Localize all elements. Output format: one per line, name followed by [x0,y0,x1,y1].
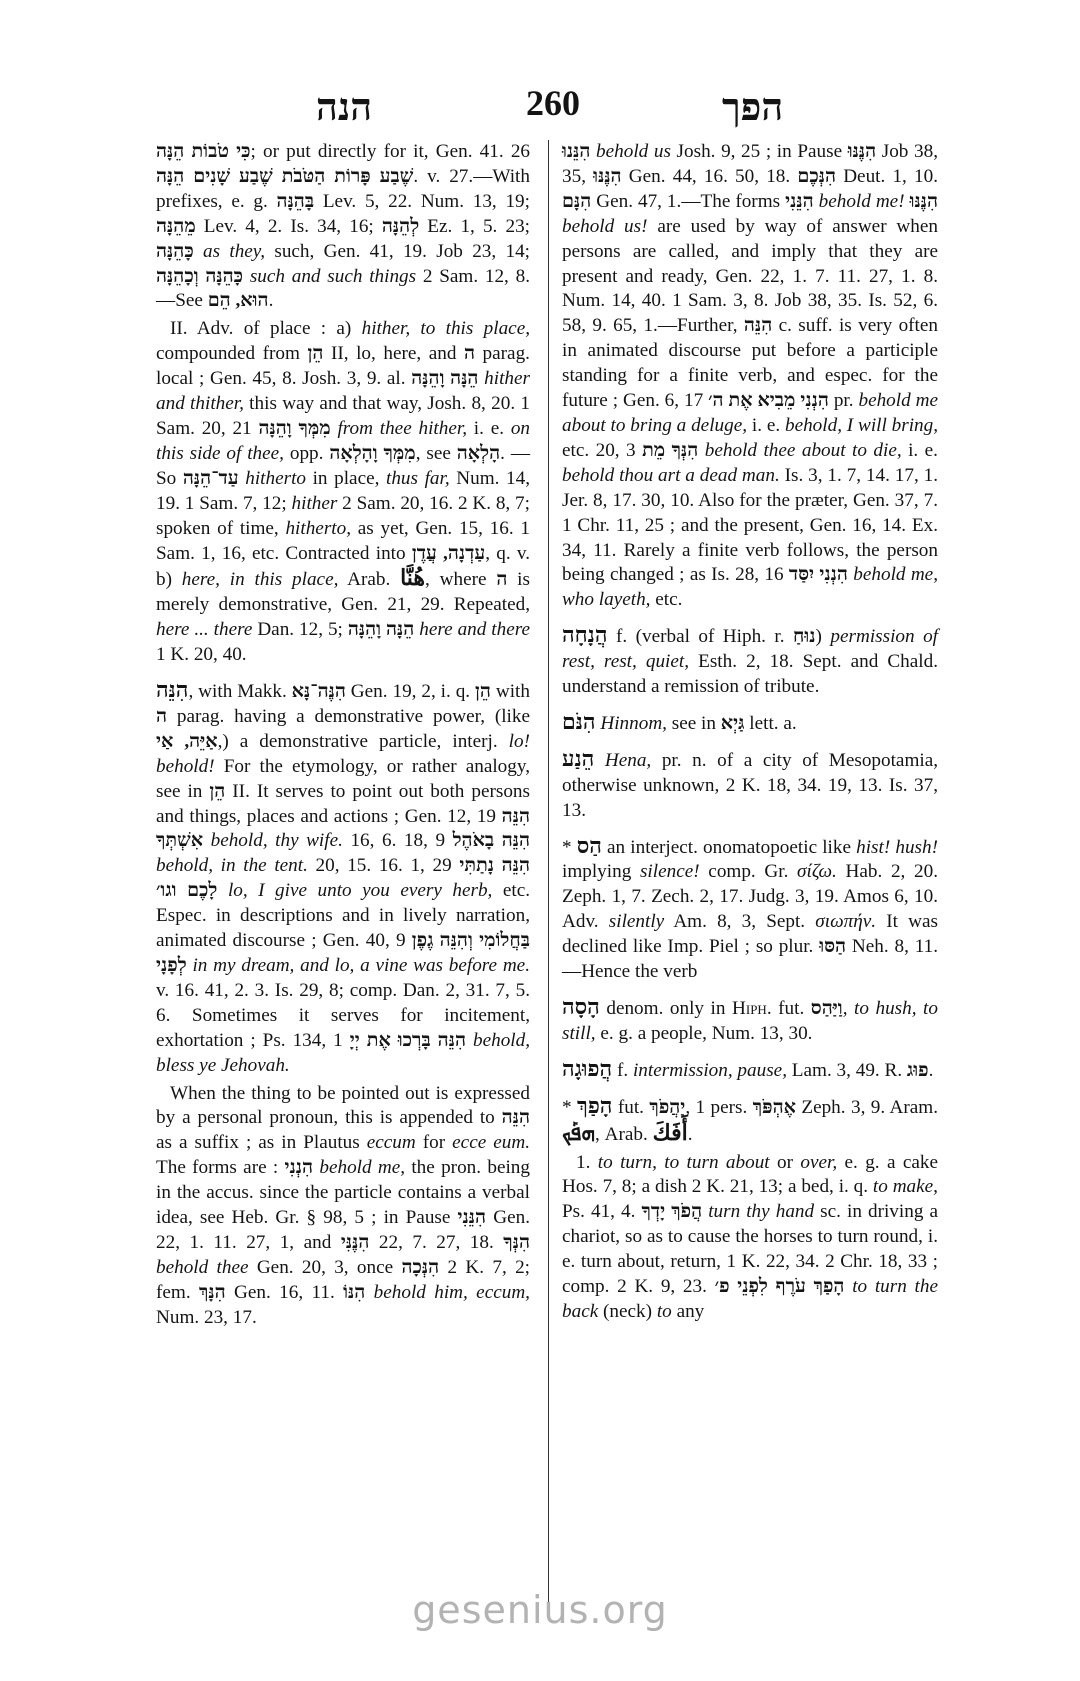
suffix-forms: When the thing to be pointed out is expressed by a personal pronoun, this is appended to הִנֵּה as a suffix ; as in Plautus eccum for ecce eum. The forms are : הִנְנִי behold me, the pron. being in the accus. since the particle contains a verbal idea, see Heb. Gr. § 98, 5 ; in Pause הִנֵּנִי Gen. 22, 1. 11. 27, 1, and הִנֶּנִּי 22, 7. 27, 18. הִנְּךָ behold thee Gen. 20, 3, once הִנְּכָה 2 K. 7, 2; fem. הִנָּךְ Gen. 16, 11. הִנּוֹ behold him, eccum, Num. 23, 17. [156,1082,530,1328]
headword: הָסָה [562,994,600,1019]
sense-to-turn: 1. to turn, to turn about or over, e. g. a cake Hos. 7, 8; a dish 2 K. 21, 13; a bed, i. q. to make, Ps. 41, 4. הֲפֹךְ יָדְךָ turn thy hand sc. in driving a chariot, so as to cause the horses to turn round, i. e. turn about, return, 1 K. 22, 34. 2 Chr. 18, 33 ; comp. 2 K. 9, 23. הָפַךְ עֹרֶף לִפְנֵי פ׳ to turn the back (neck) to any [562,1151,939,1322]
site-watermark: gesenius.org [412,1588,668,1632]
column-divider [548,140,549,1610]
headword: הִנֵּה [156,677,189,703]
left-column [156,140,530,1331]
left-running-head: הנה [316,87,373,129]
entry-continuation: כִּי טֹבוֹת הֵנָּה; or put directly for it, Gen. 41. 26 שֶׁבַע פָּרוֹת הַטֹּבֹת שֶׁבַע שָׁנִים הֵנָּה. v. 27.—With prefixes, e. g. בָּהֵנָּה Lev. 5, 22. Num. 13, 19; מֵהֵנָּה Lev. 4, 2. Is. 34, 16; לְהֵנָּה Ez. 1, 5. 23; כָּהֵנָּה as they, such, Gen. 41, 19. Job 23, 14; כָּהֵנָּה וְכָהֵנָּה such and such things 2 Sam. 12, 8.—See הוּא, הֵם. [156,141,531,312]
right-running-head: הפך [722,87,784,129]
headword: הַס [576,832,602,858]
right-column [562,140,938,1325]
entry-hena: הֵנַע Hena, pr. n. of a city of Mesopotamia, otherwise unknown, 2 K. 18, 34. 19, 13. Is. 37, 13. [562,745,939,821]
root-star: * [562,1096,578,1118]
headword: הֲנָחָה [562,622,608,648]
entry-hasah: הָסָה denom. only in Hiph. fut. וַיַּהַס, to hush, to still, e. g. a people, Num. 13, 30. [562,994,938,1044]
entry-hinnom: הִנֹּם Hinnom, see in גַּיְא lett. a. [562,708,797,734]
headword: הִנֹּם [562,708,596,734]
entry-hinneh: הִנֵּה, with Makk. הִנֶּה־נָּא Gen. 19, 2, i. q. הֵן with ה parag. having a demonstrative power, (like אַיֵּה, אַי,) a demonstrative particle, interj. lo! behold! For the etymology, or rather analogy, see in הֵן II. It serves to point out both persons and things, places and actions ; Gen. 12, 19 הִנֵּה אִשְׁתְּךָ behold, thy wife. 16, 6. 18, 9 הִנֵּה בָאֹהֶל behold, in the tent. 20, 15. 16. 1, 29 הִנֵּה נָתַתִּי לָכֶם וגו׳ lo, I give unto you every herb, etc. Espec. in descriptions and in lively narration, animated discourse ; Gen. 40, 9 בַּחֲלוֹמִי וְהִנֵּה גֶפֶן לְפָנָי in my dream, and lo, a vine was before me. v. 16. 41, 2. 3. Is. 29, 8; comp. Dan. 2, 31. 7, 5. 6. Sometimes it serves for incitement, exhortation ; Ps. 134, 1 הִנֵּה בָּרְכוּ אֶת יְיָ behold, bless ye Jehovah. [156,677,531,1076]
entry-hafugah: הֲפוּגָה f. intermission, pause, Lam. 3, 49. R. פוּג. [562,1055,934,1081]
headword: הָפַךְ [577,1092,613,1118]
headword: הֵנַע [562,745,595,771]
entry-has: * הַס an interject. onomatopoetic like hist! hush! implying silence! comp. Gr. σίζω. Hab. 2, 20. Zeph. 1, 7. Zech. 2, 17. Judg. 3, 19. Amos 6, 10. Adv. silently Am. 8, 3, Sept. σιωπήν. It was declined like Imp. Piel ; so plur. הַסּוּ Neh. 8, 11.—Hence the verb [562,832,939,983]
page-header [0,80,1080,140]
headword: הֲפוּגָה [562,1055,613,1081]
sense-adv-of-place: II. Adv. of place : a) hither, to this place, compounded from הֵן II, lo, here, and ה parag. local ; Gen. 45, 8. Josh. 3, 9. al. הֵנָּה וָהֵנָּה hither and thither, this way and that way, Josh. 8, 20. 1 Sam. 20, 21 מִמְּךָ וָהֵנָּה from thee hither, i. e. on this side of thee, opp. מִמְּךָ וָהָלְאָה, see הָלְאָה. — So עַד־הֵנָּה hitherto in place, thus far, Num. 14, 19. 1 Sam. 7, 12; hither 2 Sam. 20, 16. 2 K. 8, 7; spoken of time, hitherto, as yet, Gen. 15, 16. 1 Sam. 1, 16, etc. Contracted into עַדְנָה, עֲדֶן, q. v. b) here, in this place, Arab. هُنَّا, where ה is merely demonstrative, Gen. 21, 29. Repeated, here ... there Dan. 12, 5; הֵנָּה וָהֵנָּה here and there 1 K. 20, 40. [156,318,531,666]
entry-hafach: * הָפַךְ fut. יַהֲפֹךְ, 1 pers. אֶהְפֹּךְ Zeph. 3, 9. Aram. ܗܦܰܟ, Arab. أَفَكَ. [562,1092,939,1145]
entry-hanachah: הֲנָחָה f. (verbal of Hiph. r. נוּחַ) permission of rest, rest, quiet, Esth. 2, 18. Sept. and Chald. understand a remission of tribute. [562,622,938,698]
root-star: * [562,836,577,858]
suffix-forms-continued: הִנֵּנוּ behold us Josh. 9, 25 ; in Pause הִנֶּנּוּ Job 38, 35, הִנֶּנּוּ Gen. 44, 16. 50, 18. הִנְּכֶם Deut. 1, 10. הִנָּם Gen. 47, 1.—The forms הִנֵּנִי behold me! הִנֶּנּוּ behold us! are used by way of answer when persons are called, and imply that they are present and ready, Gen. 22, 1. 7. 11. 27, 1. 8. Num. 14, 40. 1 Sam. 3, 8. Job 38, 35. Is. 52, 6. 58, 9. 65, 1.—Further, הִנֵּה c. suff. is very often in animated discourse put before a participle standing for a finite verb, and espec. for the future ; Gen. 6, 17 הִנְנִי מֵבִיא אֶת ה׳ pr. behold me about to bring a deluge, i. e. behold, I will bring, etc. 20, 3 הִנְּךָ מֵת behold thee about to die, i. e. behold thou art a dead man. Is. 3, 1. 7, 14. 17, 1. Jer. 8, 17. 30, 10. Also for the præter, Gen. 37, 7. 1 Chr. 11, 25 ; and the present, Gen. 16, 14. Ex. 34, 11. Rarely a finite verb follows, the person being changed ; as Is. 28, 16 הִנְנִי יִסַּד behold me, who layeth, etc. [562,141,939,611]
page-number: 260 [526,83,580,123]
